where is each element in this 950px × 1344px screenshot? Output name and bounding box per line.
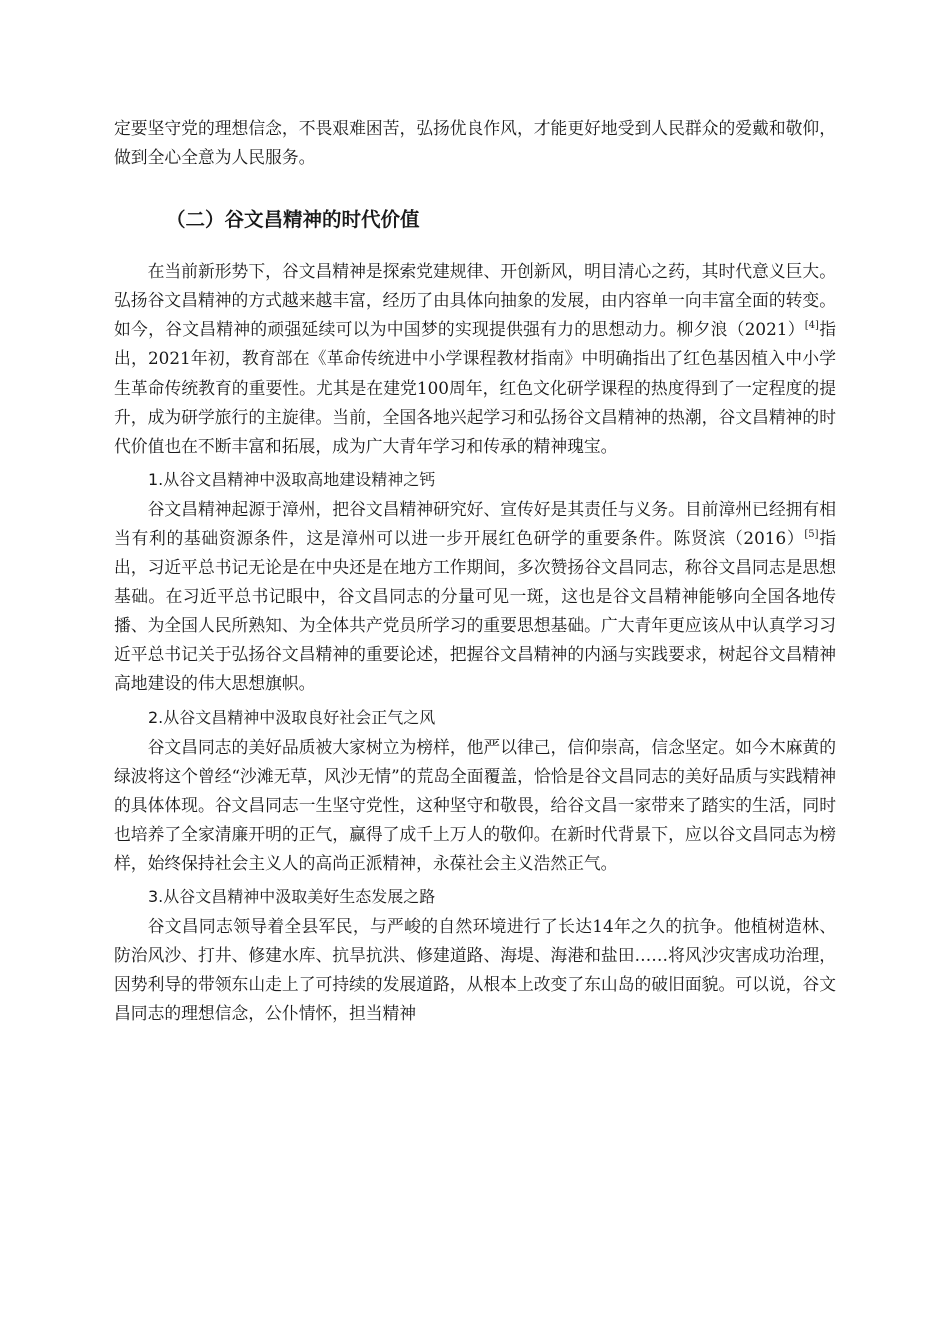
paragraph-ecology: 谷文昌同志领导着全县军民，与严峻的自然环境进行了长达14年之久的抗争。他植树造林、防治风沙、打井、修建水库、抗旱抗洪、修建道路、海堤、海港和盐田……将风沙灾害成功治理，因势利导的带领东山走上了可持续的发展道路，从根本上改变了东山岛的破旧面貌。可以说，谷文昌同志的理想信念，公仆情怀，担当精神: [114, 915, 836, 1024]
subsection-title-2: 2.从谷文昌精神中汲取良好社会正气之风: [148, 707, 436, 727]
subsection-title-1: 1.从谷文昌精神中汲取高地建设精神之钙: [148, 469, 436, 489]
paragraph-text: 在当前新形势下，谷文昌精神是探索党建规律、开创新风，明目清心之药，其时代意义巨大。弘扬谷文昌精神的方式越来越丰富，经历了由具体向抽象的发展，由内容单一向丰富全面的转变。如今，谷文昌精神的顽强延续可以为中国梦的实现提供强有力的思想动力。柳夕浪（2021）: [114, 261, 836, 340]
paragraph-continued: 定要坚守党的理想信念，不畏艰难困苦，弘扬优良作风，才能更好地受到人民群众的爱戴和敬仰，做到全心全意为人民服务。: [114, 118, 836, 168]
paragraph-text: 指出，习近平总书记无论是在中央还是在地方工作期间，多次赞扬谷文昌同志，称谷文昌同志是思想基础。在习近平总书记眼中，谷文昌同志的分量可见一斑，这也是谷文昌精神能够向全国各地传播、为全国人民所熟知、为全体共产党员所学习的重要思想基础。广大青年更应该从中认真学习习近平总书记关于弘扬谷文昌精神的重要论述，把握谷文昌精神的内涵与实践要求，树起谷文昌精神高地建设的伟大思想旗帜。: [114, 527, 836, 694]
paragraph-text: 谷文昌精神起源于漳州，把谷文昌精神研究好、宣传好是其责任与义务。目前漳州已经拥有相当有利的基础资源条件，这是漳州可以进一步开展红色研学的重要条件。陈贤滨（2016）: [114, 498, 836, 548]
paragraph-social-ethos: 谷文昌同志的美好品质被大家树立为榜样，他严以律己，信仰崇高，信念坚定。如今木麻黄的绿波将这个曾经“沙滩无草，风沙无情”的荒岛全面覆盖，恰恰是谷文昌同志的美好品质与实践精神的具体体现。谷文昌同志一生坚守党性，这种坚守和敬畏，给谷文昌一家带来了踏实的生活，同时也培养了全家清廉开明的正气，赢得了成千上万人的敬仰。在新时代背景下，应以谷文昌同志为榜样，始终保持社会主义人的高尚正派精神，永葆社会主义浩然正气。: [114, 736, 836, 873]
paragraph-text: 指出，2021年初，教育部在《革命传统进中小学课程教材指南》中明确指出了红色基因植入中小学生革命传统教育的重要性。尤其是在建党100周年，红色文化研学课程的热度得到了一定程度的提升，成为研学旅行的主旋律。当前，全国各地兴起学习和弘扬谷文昌精神的热潮，谷文昌精神的时代价值也在不断丰富和拓展，成为广大青年学习和传承的精神瑰宝。: [114, 319, 836, 456]
paragraph-era-value: [114, 257, 836, 461]
subsection-title-3: 3.从谷文昌精神中汲取美好生态发展之路: [148, 886, 436, 906]
paragraph-highland: [114, 495, 836, 699]
section-title: （二）谷文昌精神的时代价值: [166, 208, 420, 232]
document-page: [114, 114, 836, 1028]
citation-ref: [5]: [804, 528, 819, 540]
citation-ref: [4]: [804, 320, 819, 332]
